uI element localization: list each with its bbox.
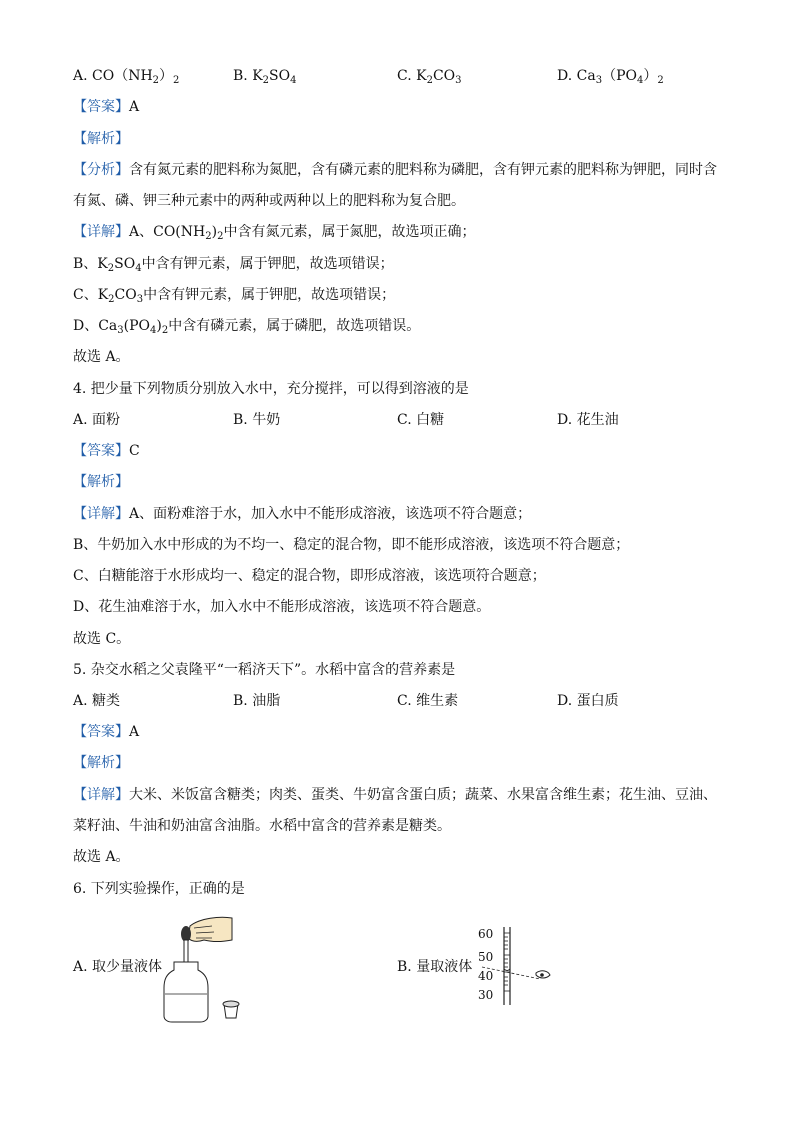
q4-option-d: D. 花生油 — [557, 412, 619, 428]
q4-answer: 【答案】C — [73, 443, 140, 459]
q5-option-a: A. 糖类 — [73, 693, 121, 709]
q4-analysis-heading: 【解析】 — [73, 474, 129, 490]
q4-option-b: B. 牛奶 — [233, 412, 281, 428]
dropper-bottle-figure — [160, 912, 250, 1024]
q3-answer: 【答案】A — [73, 99, 140, 115]
q5-analysis-heading: 【解析】 — [73, 755, 129, 771]
q3-option-b: B. $K_2SO_4$ — [233, 68, 297, 86]
cylinder-tick-50: 50 — [478, 950, 494, 964]
q3-detail-line4: D、$Ca_3(PO_4)_2$中含有磷元素，属于磷肥，故选项错误。 — [73, 318, 421, 336]
q5-option-c: C. 维生素 — [397, 693, 459, 709]
q4-detail-line2: B、牛奶加入水中形成的为不均一、稳定的混合物，即不能形成溶液，该选项不符合题意； — [73, 537, 630, 553]
q5-detail-line1: 【详解】大米、米饭富含糖类；肉类、蛋类、牛奶富含蛋白质；蔬菜、水果富含维生素；花生油、豆油、 — [73, 787, 717, 803]
q3-detail-line1: 【详解】A、$CO(NH_2)_2$中含有氮元素，属于氮肥，故选项正确； — [73, 224, 476, 242]
q4-conclusion: 故选 C。 — [73, 631, 131, 647]
q4-detail-line4: D、花生油难溶于水，加入水中不能形成溶液，该选项不符合题意。 — [73, 599, 491, 615]
q4-option-c: C. 白糖 — [397, 412, 445, 428]
q3-option-a: A. $CO(NH_2)_2$ — [73, 68, 180, 86]
q5-stem: 5. 杂交水稻之父袁隆平“一稻济天下”。水稻中富含的营养素是 — [73, 662, 456, 678]
cylinder-tick-40: 40 — [478, 969, 494, 983]
q3-option-c: C. $K_2CO_3$ — [397, 68, 462, 86]
q5-detail-line2: 菜籽油、牛油和奶油富含油脂。水稻中富含的营养素是糖类。 — [73, 818, 451, 834]
q3-detail-line2: B、$K_2SO_4$中含有钾元素，属于钾肥，故选项错误； — [73, 256, 394, 274]
q5-option-b: B. 油脂 — [233, 693, 281, 709]
q4-option-a: A. 面粉 — [73, 412, 121, 428]
q3-analysis-heading: 【解析】 — [73, 131, 129, 147]
cylinder-tick-30: 30 — [478, 988, 494, 1002]
q3-detail-line3: C、$K_2CO_3$中含有钾元素，属于钾肥，故选项错误； — [73, 287, 396, 305]
q3-fenxi-line1: 【分析】含有氮元素的肥料称为氮肥，含有磷元素的肥料称为磷肥，含有钾元素的肥料称为钾肥，同时含 — [73, 162, 717, 178]
q4-stem: 4. 把少量下列物质分别放入水中，充分搅拌，可以得到溶液的是 — [73, 381, 469, 397]
q4-detail-line3: C、白糖能溶于水形成均一、稳定的混合物，即形成溶液，该选项符合题意； — [73, 568, 546, 584]
q6-stem: 6. 下列实验操作，正确的是 — [73, 881, 245, 897]
q5-answer: 【答案】A — [73, 724, 140, 740]
q3-conclusion: 故选 A。 — [73, 349, 130, 365]
q3-fenxi-line2: 有氮、磷、钾三种元素中的两种或两种以上的肥料称为复合肥。 — [73, 193, 465, 209]
q6-option-b: B. 量取液体 — [397, 959, 473, 975]
q3-option-d: D. $Ca_3(PO_4)_2$ — [557, 68, 664, 86]
q5-option-d: D. 蛋白质 — [557, 693, 619, 709]
cylinder-tick-60: 60 — [478, 927, 494, 941]
q4-detail-line1: 【详解】A、面粉难溶于水，加入水中不能形成溶液，该选项不符合题意； — [73, 506, 532, 522]
q6-option-a: A. 取少量液体 — [73, 959, 163, 975]
q5-conclusion: 故选 A。 — [73, 849, 130, 865]
